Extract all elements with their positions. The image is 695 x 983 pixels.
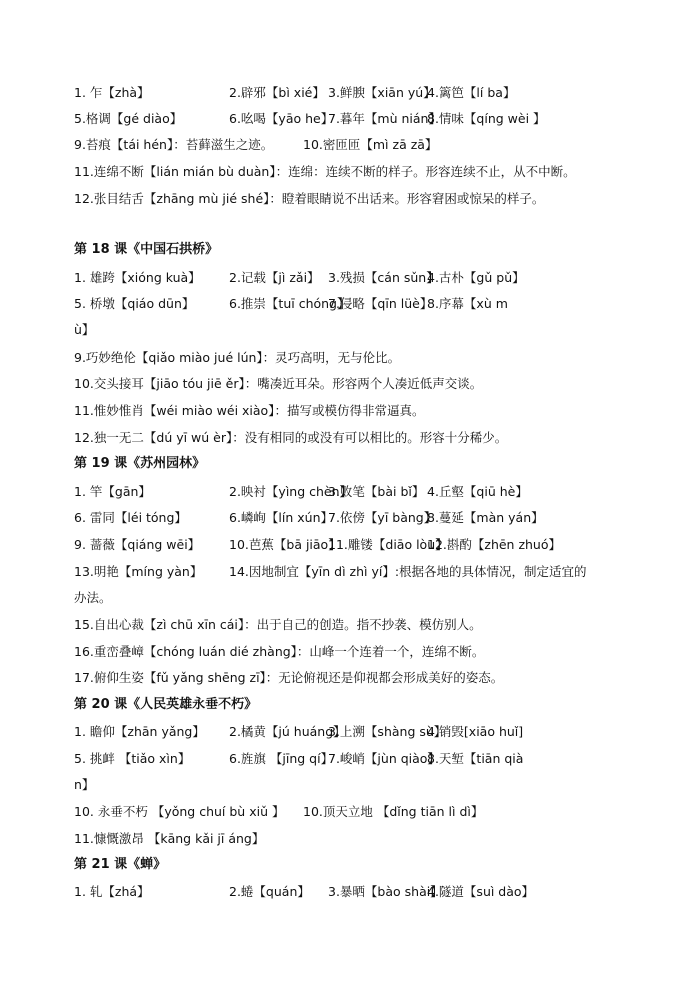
vocab-item: 6.旌旗 【jīng qí】	[229, 751, 334, 766]
vocab-item: 6.推崇【tuī chóng】	[229, 296, 350, 311]
vocab-item: 8.蔓延【màn yán】	[427, 510, 544, 525]
lesson-heading: 第 18 课《中国石拱桥》	[74, 242, 219, 257]
vocab-item: 11.雕镂【diāo lòu】	[328, 537, 448, 552]
vocab-item: 1. 轧【zhá】	[74, 884, 150, 899]
vocab-item: 10.芭蕉【bā jiāo】	[229, 537, 341, 552]
vocab-item: 7.侵略【qīn lüè】	[328, 296, 433, 311]
vocab-line: ù】	[74, 322, 95, 337]
vocab-item: 7.依傍【yī bàng】	[328, 510, 437, 525]
vocab-item: 3.暴晒【bào shài】	[328, 884, 443, 899]
vocab-item: 7.暮年【mù nián】	[328, 111, 441, 126]
vocab-item: 9.苔痕【tái hén】：苔藓滋生之迹。	[74, 137, 274, 152]
vocab-item: 5. 桥墩【qiáo dūn】	[74, 296, 195, 311]
lesson-heading: 第 19 课《苏州园林》	[74, 456, 206, 471]
vocab-item: 13.明艳【míng yàn】	[74, 564, 203, 579]
vocab-item: 2.映衬【yìng chèn】	[229, 484, 353, 499]
vocab-item: 2.辟邪【bì xié】	[229, 85, 325, 100]
vocab-item: 8.天堑【tiān qià	[427, 751, 524, 766]
vocab-item: 3.上溯【shàng sù】	[328, 724, 447, 739]
vocab-item: 2.蜷【quán】	[229, 884, 310, 899]
vocab-item: 1. 乍【zhà】	[74, 85, 150, 100]
vocab-item: 9. 蔷薇【qiáng wēi】	[74, 537, 201, 552]
vocab-item: 4.丘壑【qiū hè】	[427, 484, 528, 499]
vocab-item: 4.销毁[xiāo huǐ]	[427, 724, 524, 739]
vocab-item: 4.古朴【gǔ pǔ】	[427, 270, 525, 285]
vocab-line: 9.巧妙绝伦【qiǎo miào jué lún】：灵巧高明，无与伦比。	[74, 350, 401, 365]
vocab-item: 1. 瞻仰【zhān yǎng】	[74, 724, 205, 739]
vocab-item: 10.顶天立地 【dǐng tiān lì dì】	[303, 804, 484, 819]
vocab-line: 11.慷慨激昂 【kāng kǎi jī áng】	[74, 831, 265, 846]
vocab-line: n】	[74, 777, 95, 792]
vocab-item: 1. 雄跨【xióng kuà】	[74, 270, 201, 285]
vocab-item: 6.嶙峋【lín xún】	[229, 510, 334, 525]
vocab-line: 12.独一无二【dú yī wú èr】：没有相同的或没有可以相比的。形容十分稀少。	[74, 430, 508, 445]
vocab-line: 11.连绵不断【lián mián bù duàn】：连绵：连续不断的样子。形容连续不止，从不中断。	[74, 164, 576, 179]
lesson-heading: 第 21 课《蝉》	[74, 857, 167, 872]
vocab-item: 4.隧道【suì dào】	[427, 884, 535, 899]
vocab-item: 6. 雷同【léi tóng】	[74, 510, 187, 525]
vocab-item: 3.鲜腴【xiān yú】	[328, 85, 436, 100]
vocab-item: 7.峻峭【jùn qiào】	[328, 751, 440, 766]
vocab-line: 10.交头接耳【jiāo tóu jiē ěr】：嘴凑近耳朵。形容两个人凑近低声交谈。	[74, 376, 483, 391]
vocab-line: 11.惟妙惟肖【wéi miào wéi xiào】：描写或模仿得非常逼真。	[74, 403, 425, 418]
vocab-item: 12.斟酌【zhēn zhuó】	[427, 537, 562, 552]
vocab-line: 办法。	[74, 590, 112, 605]
vocab-item: 2.橘黄【jú huáng】	[229, 724, 346, 739]
vocab-item: 14.因地制宜【yīn dì zhì yí】:根据各地的具体情况，制定适宜的	[229, 564, 587, 579]
vocab-item: 4.篱笆【lí ba】	[427, 85, 516, 100]
vocab-item: 5.格调【gé diào】	[74, 111, 183, 126]
vocab-item: 10. 永垂不朽 【yǒng chuí bù xiǔ 】	[74, 804, 285, 819]
vocab-item: 5. 挑衅 【tiǎo xìn】	[74, 751, 191, 766]
vocab-line: 17.俯仰生姿【fǔ yǎng shēng zī】：无论俯视还是仰视都会形成美好的姿态。	[74, 670, 504, 685]
vocab-item: 6.吆喝【yāo he】	[229, 111, 334, 126]
vocab-item: 8.序幕【xù m	[427, 296, 508, 311]
lesson-heading: 第 20 课《人民英雄永垂不朽》	[74, 697, 258, 712]
vocab-item: 3.败笔【bài bǐ】	[328, 484, 425, 499]
vocab-item: 8.情味【qíng wèi 】	[427, 111, 546, 126]
vocab-line: 12.张目结舌【zhāng mù jié shé】：瞪着眼睛说不出话来。形容窘困或惊呆的样子。	[74, 191, 545, 206]
vocab-item: 10.密匝匝【mì zā zā】	[303, 137, 438, 152]
vocab-item: 1. 竿【gān】	[74, 484, 151, 499]
vocab-item: 2.记载【jì zǎi】	[229, 270, 320, 285]
vocab-item: 3.残损【cán sǔn】	[328, 270, 439, 285]
vocab-line: 16.重峦叠嶂【chóng luán dié zhàng】：山峰一个连着一个，连绵不断。	[74, 644, 485, 659]
vocab-line: 15.自出心裁【zì chū xīn cái】：出于自己的创造。指不抄袭、模仿别人。	[74, 617, 482, 632]
